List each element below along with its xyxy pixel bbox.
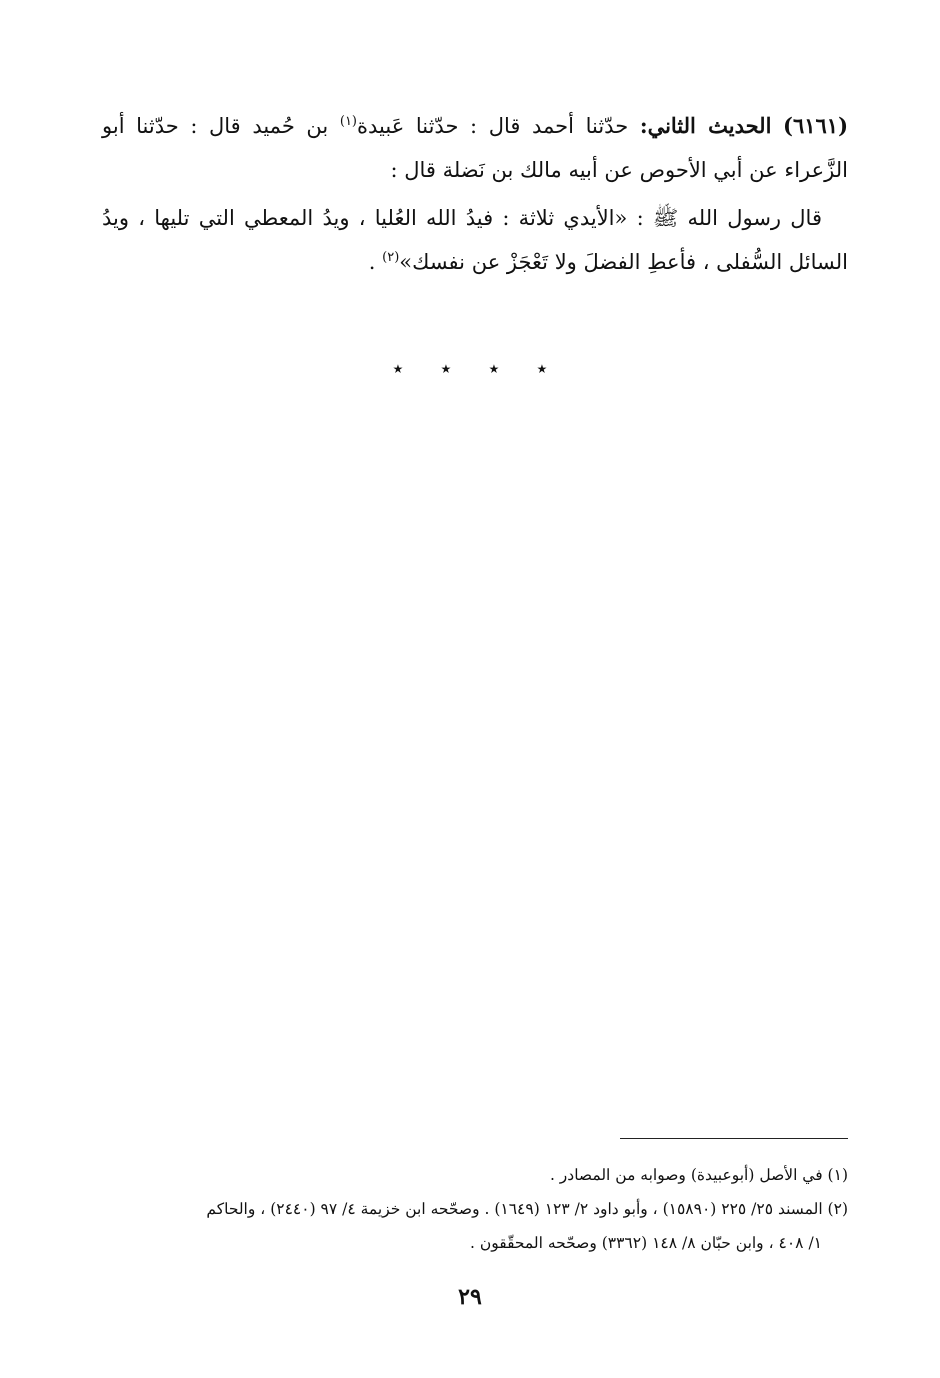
footnotes	[102, 1158, 848, 1260]
footnote-2-continued: ١/ ٤٠٨ ، وابن حبّان ٨/ ١٤٨ (٣٣٦٢) وصحّحه المحقّقون .	[469, 1234, 822, 1252]
isnad-text-part1: حدّثنا أحمد قال : حدّثنا عَبيدة	[357, 114, 640, 138]
hadith-end-mark: .	[368, 250, 383, 274]
footnote-divider	[620, 1138, 848, 1139]
asterisk-ornament: ٭	[488, 356, 500, 380]
footnote-2: (٢) المسند ٢٥/ ٢٢٥ (١٥٨٩٠) ، وأبو داود ٢/ ١٢٣ (١٦٤٩) . وصحّحه ابن خزيمة ٤/ ٩٧ (٢٤٤٠) ، والحاكم	[206, 1200, 848, 1218]
hadith-matn-paragraph	[102, 196, 848, 284]
footnote-ref-2: (٢)	[382, 250, 400, 265]
asterisk-ornament: ٭	[392, 356, 404, 380]
hadith-matn-text: قال رسول الله ﷺ : «الأيدي ثلاثة : فيدُ الله العُليا ، ويدُ المعطي التي تليها ، ويدُ السائل السُّفلى ، فأعطِ الفضلَ ولا تَعْجَزْ عن نفسك»	[102, 206, 848, 274]
hadith-isnad-paragraph	[102, 104, 848, 192]
footnote-1: (١) في الأصل (أبوعبيدة) وصوابه من المصادر .	[549, 1166, 848, 1184]
section-separator	[0, 356, 940, 380]
asterisk-ornament: ٭	[440, 356, 452, 380]
asterisk-ornament: ٭	[536, 356, 548, 380]
footnote-ref-1: (١)	[339, 114, 357, 129]
page-number: ٢٩	[458, 1284, 482, 1310]
hadith-number: (٦١٦١)	[783, 113, 849, 138]
hadith-title: الحديث الثاني:	[639, 113, 772, 138]
isnad-text-part2: بن حُميد قال : حدّثنا أبو الزَّعراء عن أبي الأحوص عن أبيه مالك بن نَضلة قال :	[102, 114, 848, 182]
